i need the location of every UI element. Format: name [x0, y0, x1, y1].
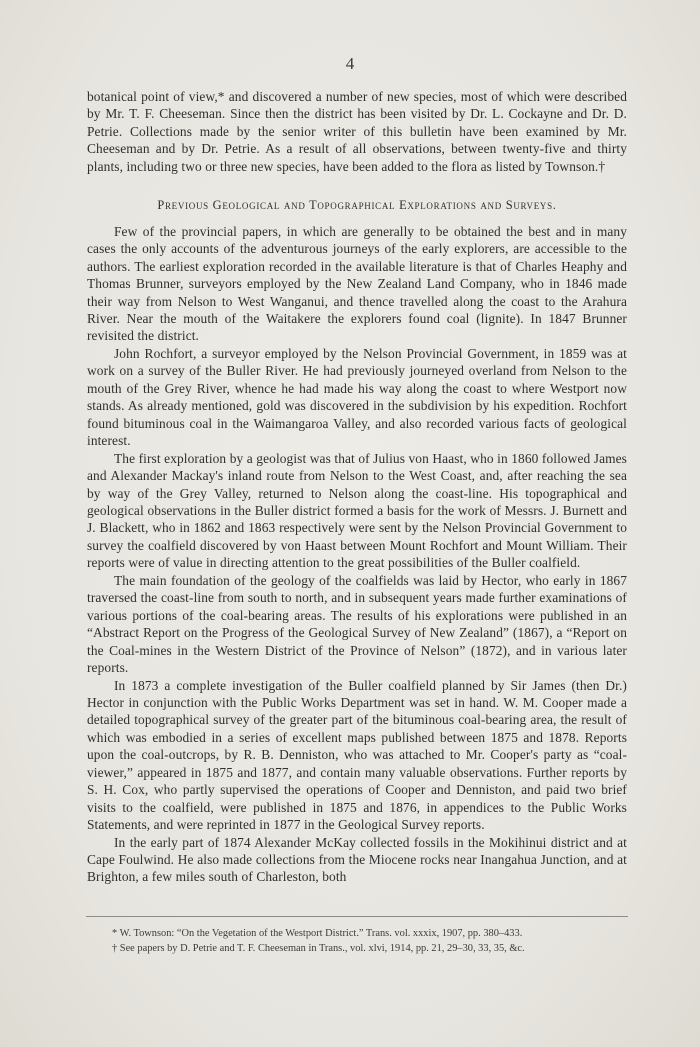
page-number: 4: [345, 54, 355, 73]
footnotes: [112, 926, 632, 956]
paragraph: In the early part of 1874 Alexander McKay collected fossils in the Mokihinui district and at Cape Foulwind. He also made collections from the Miocene rocks near Inangahua Junction, and at Brighton, a few miles south of Charleston, both: [87, 834, 627, 885]
paragraph: The main foundation of the geology of the coalfields was laid by Hector, who early in 1867 traversed the coast-line from south to north, and in subsequent years made further examinations of various portions of the coal-bearing areas. The results of his explorations were published in an “Abstract Report on the Progress of the Geological Survey of New Zealand” (1867), a “Report on the Coal-mines in the Western District of the Province of Nelson” (1872), and in various later reports.: [87, 572, 627, 676]
paragraph: Few of the provincial papers, in which are generally to be obtained the best and in many cases the only accounts of the adventurous journeys of the early explorers, are accessible to the authors. The earliest exploration recorded in the available literature is that of Charles Heaphy and Thomas Brunner, surveyors employed by the New Zealand Land Company, who in 1846 made their way from Nelson to West Wanganui, and thence travelled along the coast to the Arahura River. Near the mouth of the Waitakere the explorers found coal (lignite). In 1847 Brunner revisited the district.: [87, 223, 627, 344]
body-text: [87, 88, 627, 886]
footnote-divider: [86, 916, 628, 917]
footnote: † See papers by D. Petrie and T. F. Cheeseman in Trans., vol. xlvi, 1914, pp. 21, 29–30, 33, 35, &c.: [112, 943, 525, 954]
section-heading: Previous Geological and Topographical Explorations and Surveys.: [157, 198, 557, 213]
footnote: * W. Townson: “On the Vegetation of the Westport District.” Trans. vol. xxxix, 1907, pp. 380–433.: [112, 928, 523, 939]
paragraph: The first exploration by a geologist was that of Julius von Haast, who in 1860 followed James and Alexander Mackay's inland route from Nelson to the West Coast, and, after reaching the sea by way of the Grey Valley, returned to Nelson along the coast-line. His topographical and geological observations in the Buller district formed a basis for the work of Messrs. J. Burnett and J. Blackett, who in 1862 and 1863 respectively were sent by the Nelson Provincial Government to survey the coalfield discovered by von Haast between Mount Rochfort and Mount William. Their reports were of value in directing attention to the great possibilities of the Buller coalfield.: [87, 450, 627, 571]
paragraph: John Rochfort, a surveyor employed by the Nelson Provincial Government, in 1859 was at work on a survey of the Buller River. He had previously journeyed overland from Nelson to the mouth of the Grey River, whence he had made his way along the coast to where Westport now stands. As already mentioned, gold was discovered in the subdivision by his expedition. Rochfort found bituminous coal in the Waimangaroa Valley, and also recorded various facts of geological interest.: [87, 345, 627, 449]
paragraph: In 1873 a complete investigation of the Buller coalfield planned by Sir James (then Dr.) Hector in conjunction with the Public Works Department was set in hand. W. M. Cooper made a detailed topographical survey of the greater part of the bituminous coal-bearing area, the result of which was embodied in a series of excellent maps published between 1875 and 1878. Reports upon the coal-outcrops, by R. B. Denniston, who was attached to Mr. Cooper's party as “coal-viewer,” appeared in 1875 and 1877, and contain many valuable observations. Further reports by S. H. Cox, who partly supervised the operations of Cooper and Denniston, and paid two brief visits to the coalfield, were published in 1875 and 1876, in appendices to the Public Works Statements, and were reprinted in 1877 in the Geological Survey reports.: [87, 677, 627, 833]
paragraph-continuation: botanical point of view,* and discovered a number of new species, most of which were described by Mr. T. F. Cheeseman. Since then the district has been visited by Dr. L. Cockayne and Dr. D. Petrie. Collections made by the senior writer of this bulletin have been examined by Mr. Cheeseman and by Dr. Petrie. As a result of all observations, between twenty-five and thirty plants, including two or three new species, have been added to the flora as listed by Townson.†: [87, 89, 627, 174]
